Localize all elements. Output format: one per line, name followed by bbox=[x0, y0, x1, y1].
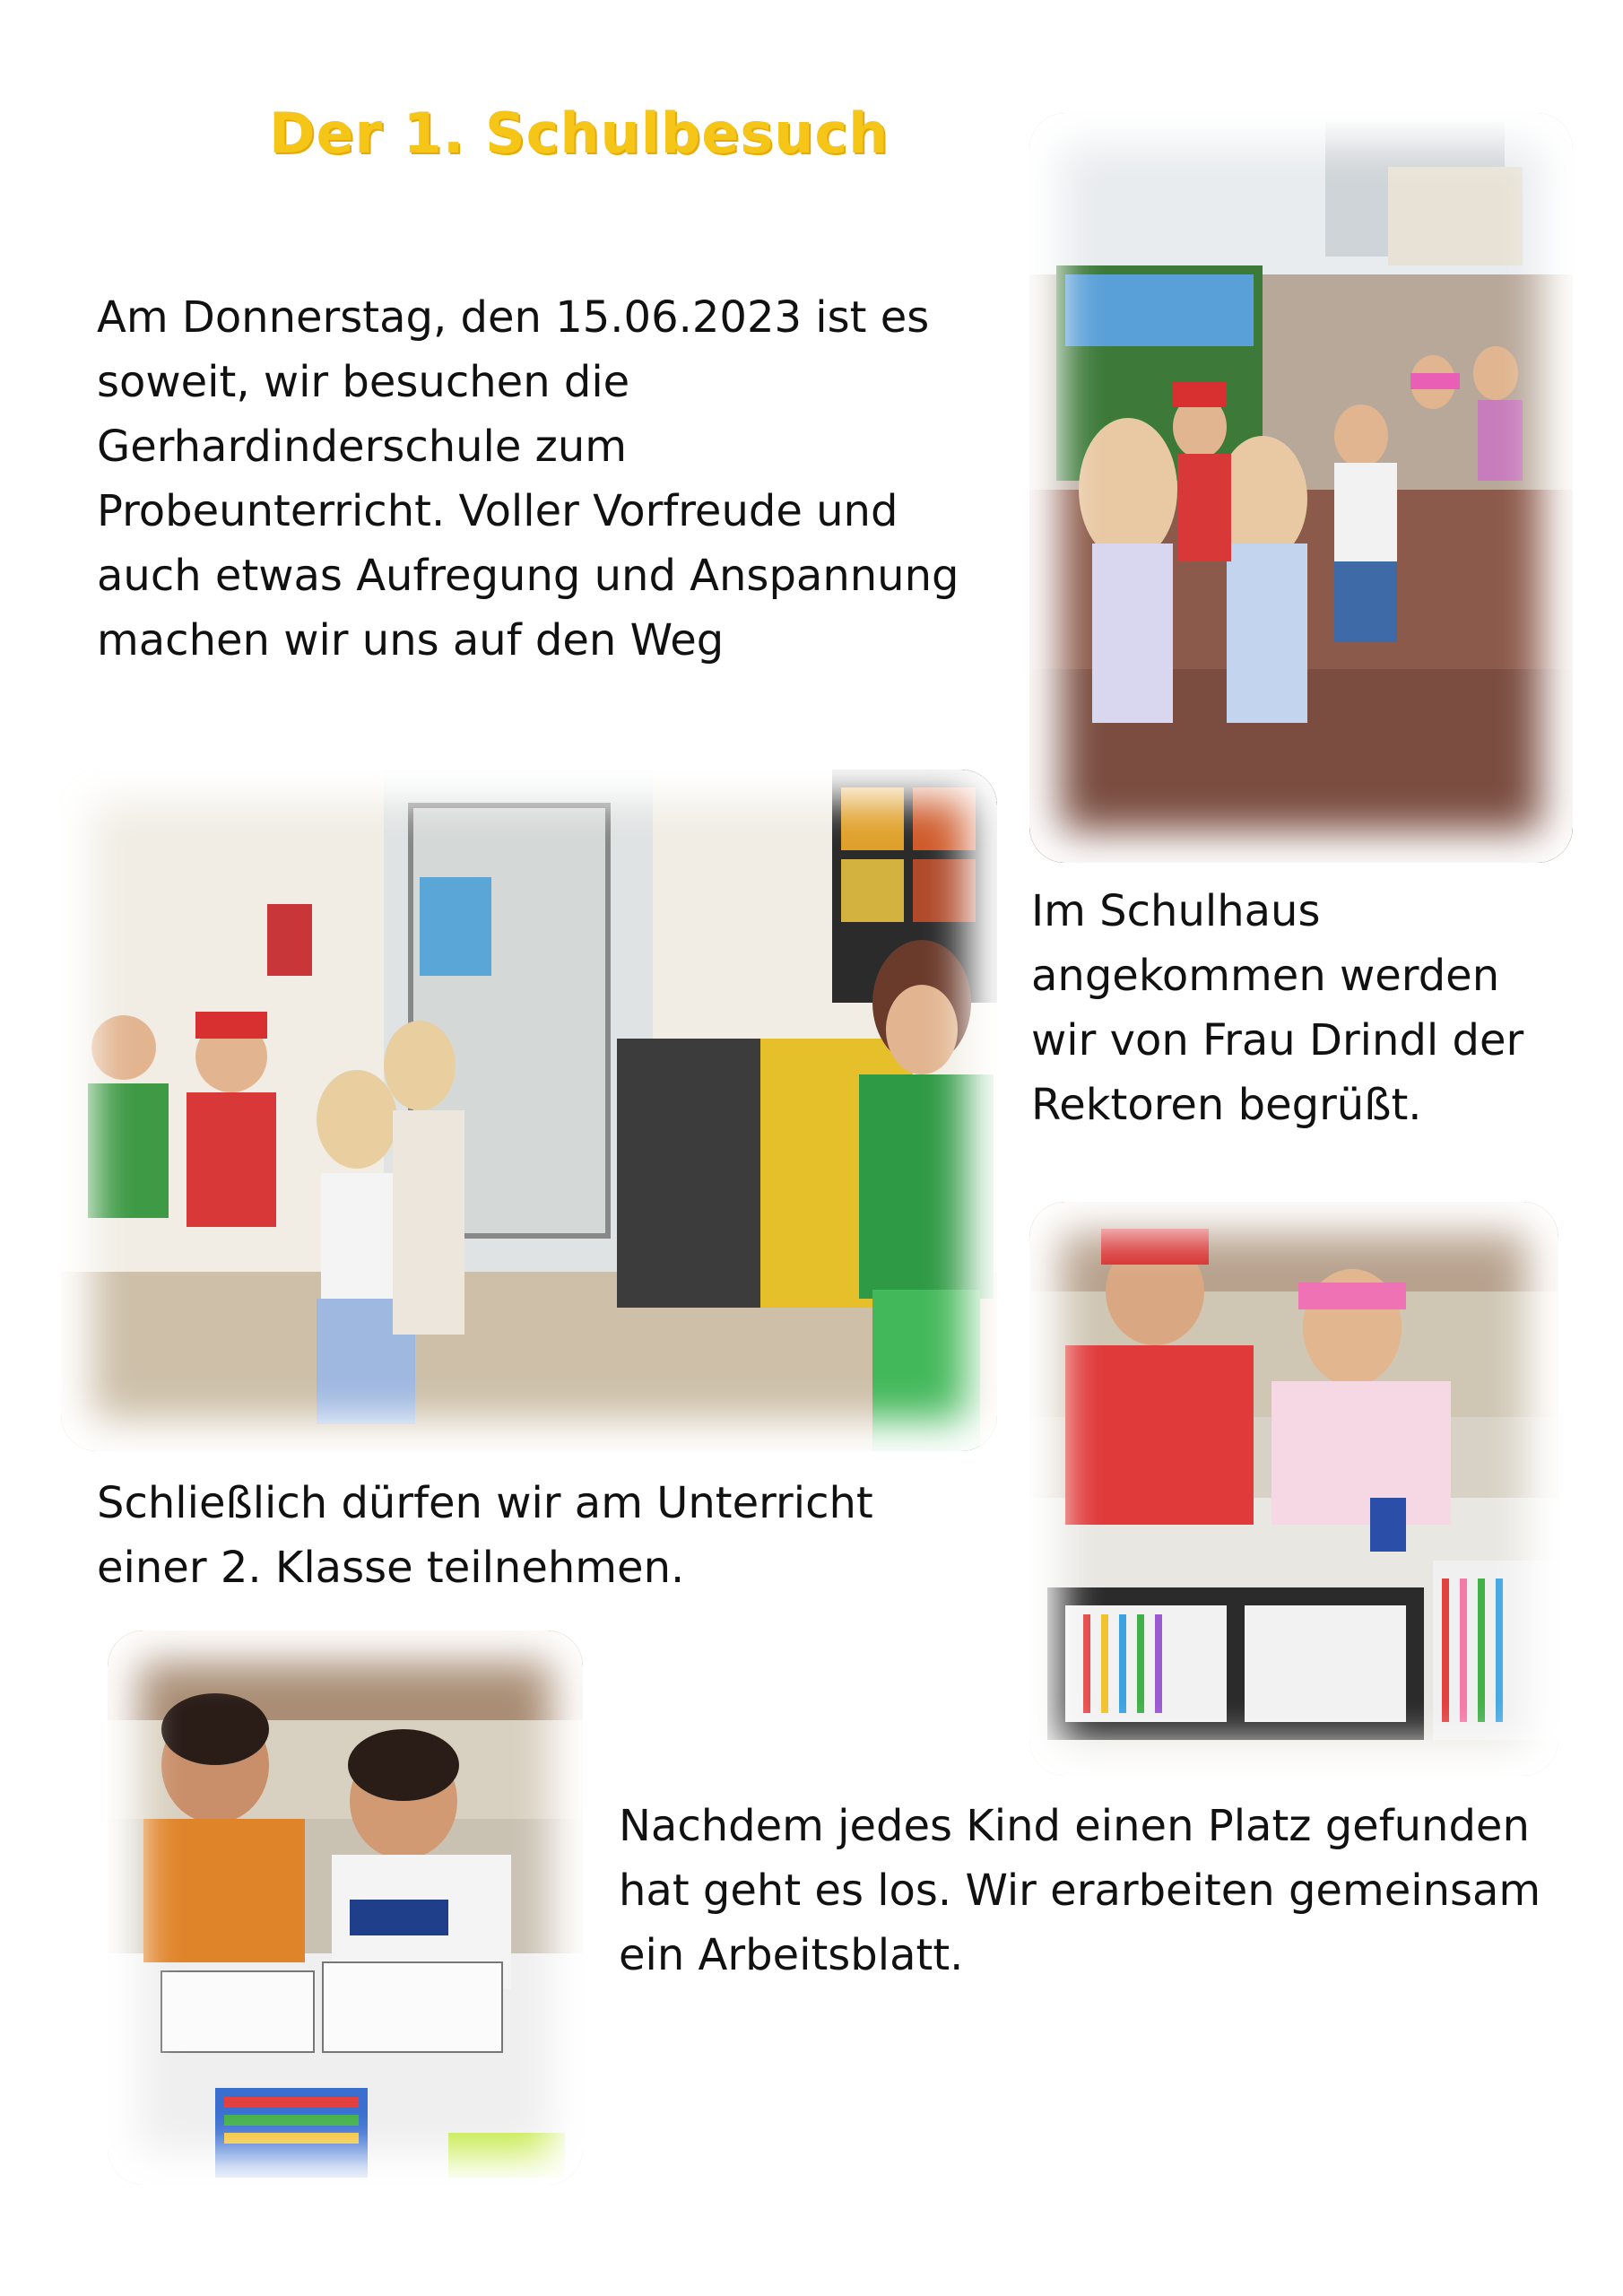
desk-children-photo bbox=[1029, 1202, 1558, 1776]
lesson-paragraph bbox=[97, 1471, 976, 1600]
arrival-line: Im Schulhaus bbox=[1031, 886, 1321, 936]
arrival-line: angekommen werden bbox=[1031, 951, 1500, 1001]
page-title: Der 1. Schulbesuch bbox=[269, 100, 890, 166]
hallway-greeting-photo bbox=[61, 770, 997, 1451]
arrival-paragraph bbox=[1031, 879, 1587, 1137]
street-group-photo bbox=[1029, 113, 1573, 863]
arrival-line: Rektoren begrüßt. bbox=[1031, 1080, 1422, 1130]
intro-line: Probeunterricht. Voller Vorfreude und bbox=[97, 486, 898, 536]
intro-line: soweit, wir besuchen die bbox=[97, 357, 630, 407]
arrival-line: wir von Frau Drindl der bbox=[1031, 1015, 1524, 1065]
classroom-worksheet-photo bbox=[108, 1631, 583, 2185]
intro-paragraph bbox=[97, 285, 985, 673]
worksheet-paragraph bbox=[619, 1794, 1587, 1987]
worksheet-line: ein Arbeitsblatt. bbox=[619, 1930, 964, 1980]
intro-line: Gerhardinderschule zum bbox=[97, 422, 628, 472]
lesson-line: Schließlich dürfen wir am Unterricht bbox=[97, 1478, 873, 1528]
lesson-line: einer 2. Klasse teilnehmen. bbox=[97, 1543, 685, 1593]
intro-line: machen wir uns auf den Weg bbox=[97, 615, 725, 665]
intro-line: auch etwas Aufregung und Anspannung bbox=[97, 551, 959, 601]
worksheet-line: hat geht es los. Wir erarbeiten gemeinsam bbox=[619, 1866, 1541, 1916]
intro-line: Am Donnerstag, den 15.06.2023 ist es bbox=[97, 292, 930, 343]
worksheet-line: Nachdem jedes Kind einen Platz gefunden bbox=[619, 1801, 1530, 1851]
